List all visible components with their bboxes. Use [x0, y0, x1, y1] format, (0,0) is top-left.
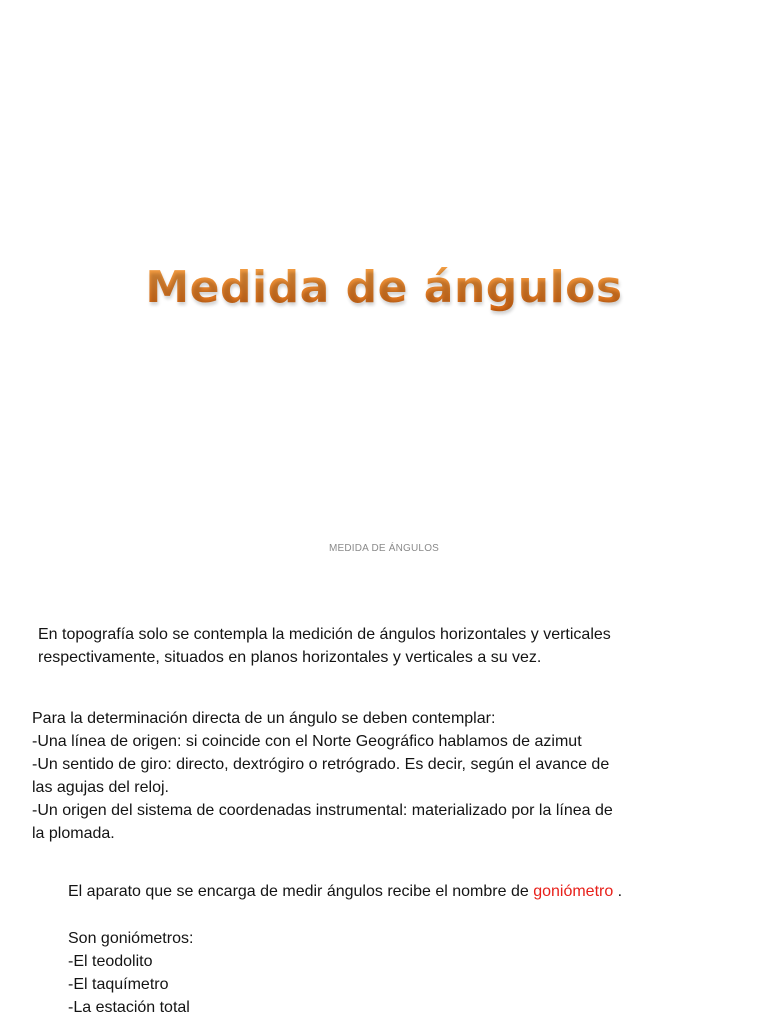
slide-title: Medida de ángulos: [0, 262, 768, 313]
goniometer-definition: [68, 880, 748, 903]
list-item: -El teodolito: [68, 953, 153, 970]
determination-paragraph: [32, 707, 682, 845]
goniometer-list: [68, 927, 748, 1019]
determination-line: Para la determinación directa de un ángulo se deben contemplar:: [32, 710, 496, 727]
intro-paragraph: [38, 623, 738, 669]
determination-line: -Un origen del sistema de coordenadas instrumental: materializado por la línea de: [32, 802, 613, 819]
goniometer-definition-line: [68, 880, 748, 903]
determination-line: la plomada.: [32, 825, 115, 842]
determination-line: -Una línea de origen: si coincide con el Norte Geográfico hablamos de azimut: [32, 733, 582, 750]
definition-end: .: [613, 883, 623, 900]
intro-line: En topografía solo se contempla la medición de ángulos horizontales y verticales: [38, 626, 611, 643]
determination-line: las agujas del reloj.: [32, 779, 169, 796]
determination-line: -Un sentido de giro: directo, dextrógiro o retrógrado. Es decir, según el avance de: [32, 756, 610, 773]
list-item: -La estación total: [68, 999, 190, 1016]
intro-line: respectivamente, situados en planos horizontales y verticales a su vez.: [38, 649, 542, 666]
list-item: -El taquímetro: [68, 976, 169, 993]
slide-footer-label: MEDIDA DE ÁNGULOS: [328, 543, 440, 554]
list-heading: Son goniómetros:: [68, 930, 194, 947]
definition-text: El aparato que se encarga de medir ángulos recibe el nombre de: [68, 883, 534, 900]
goniometer-term: goniómetro: [533, 883, 614, 900]
